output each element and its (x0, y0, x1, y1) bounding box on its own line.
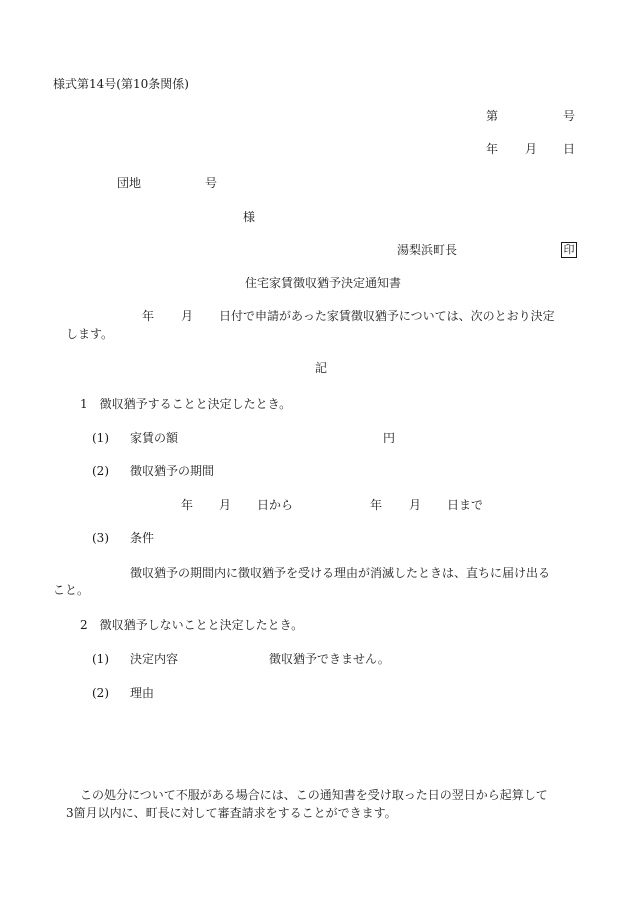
number-suffix: 号 (563, 109, 576, 123)
appeal-notice-line-1: この処分について不服がある場合には、この通知書を受け取った日の翌日から起算して (80, 788, 548, 802)
date-day: 日 (563, 142, 576, 156)
addressee-honorific: 様 (243, 210, 256, 224)
period-from-day: 日から (257, 498, 294, 512)
decision-value: 徴収猶予できません。 (269, 652, 390, 666)
section-1-item-2-num: (2) (92, 464, 109, 478)
period-to-month: 月 (409, 498, 422, 512)
condition-line-1: 徴収猶予の期間内に徴収猶予を受ける理由が消滅したときは、直ちに届け出る (130, 566, 551, 580)
intro-year: 年 (142, 309, 155, 323)
ki-heading: 記 (315, 361, 328, 375)
condition-label: 条件 (130, 531, 155, 545)
section-2-heading: 2 徴収猶予しないことと決定したとき。 (80, 618, 304, 632)
intro-line-2: します。 (66, 327, 114, 341)
section-1-item-1-num: (1) (92, 431, 109, 445)
date-month: 月 (525, 142, 538, 156)
addressee-number: 号 (205, 176, 218, 190)
rent-amount-unit: 円 (383, 431, 396, 445)
period-to-day: 日まで (447, 498, 484, 512)
section-2-item-1-num: (1) (92, 652, 109, 666)
number-prefix: 第 (486, 109, 499, 123)
appeal-notice-line-2: 3箇月以内に、町長に対して審査請求をすることができます。 (66, 806, 397, 820)
rent-amount-label: 家賃の額 (130, 431, 179, 445)
intro-line-1: 日付で申請があった家賃徴収猶予については、次のとおり決定 (219, 309, 555, 323)
reason-label: 理由 (130, 686, 155, 700)
deferral-period-label: 徴収猶予の期間 (130, 464, 215, 478)
section-1-item-3-num: (3) (92, 531, 109, 545)
intro-month: 月 (181, 309, 194, 323)
issuer-name: 湯梨浜町長 (397, 243, 458, 257)
period-from-month: 月 (219, 498, 232, 512)
period-from-year: 年 (181, 498, 194, 512)
seal-stamp: 印 (561, 242, 577, 258)
period-to-year: 年 (370, 498, 383, 512)
section-1-heading: 1 徴収猶予することと決定したとき。 (80, 397, 292, 411)
condition-line-2: こと。 (53, 583, 90, 597)
form-label: 様式第14号(第10条関係) (53, 77, 189, 91)
document-title: 住宅家賃徴収猶予決定通知書 (245, 276, 402, 290)
section-2-item-2-num: (2) (92, 686, 109, 700)
date-year: 年 (486, 142, 499, 156)
addressee-danchi: 団地 (117, 176, 142, 190)
decision-label: 決定内容 (130, 652, 179, 666)
